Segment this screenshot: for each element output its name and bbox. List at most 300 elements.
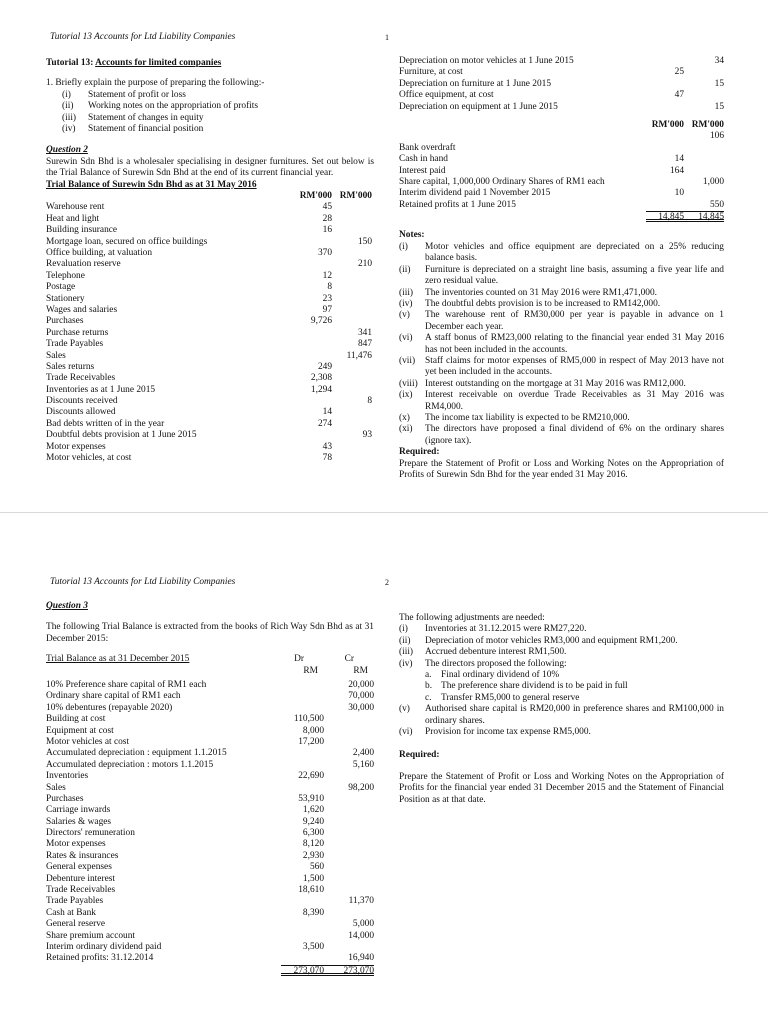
tutorial-title-text: Accounts for limited companies	[95, 58, 222, 68]
table-row	[399, 188, 724, 199]
row-label: Trade Payables	[46, 339, 104, 350]
notes-list	[399, 242, 724, 447]
right-column	[399, 613, 724, 806]
debit-cell	[646, 131, 684, 142]
table-header: Trial Balance as at 31 December 2015 Dr Cr	[46, 654, 354, 665]
credit-cell: 20,000	[348, 680, 374, 690]
debit-cell: 47	[674, 90, 684, 101]
table-row	[46, 839, 374, 850]
credit-cell: 30,000	[348, 702, 374, 713]
row-label: Share premium account	[46, 930, 136, 941]
row-label: Inventories	[46, 771, 89, 782]
credit-cell	[324, 885, 374, 896]
row-label: Interim dividend paid 1 November 2015	[399, 188, 551, 199]
credit-cell	[684, 166, 724, 177]
row-label: Motor expenses	[46, 441, 106, 452]
sub-item: c. Transfer RM5,000 to general reserve	[425, 692, 580, 703]
debit-cell	[281, 953, 324, 964]
debit-cell	[281, 748, 324, 759]
left-column	[46, 58, 374, 464]
table-row	[46, 953, 374, 964]
credit-cell	[324, 874, 374, 885]
table-row	[46, 794, 374, 805]
credit-cell	[332, 407, 374, 418]
credit-cell: 93	[362, 430, 372, 441]
debit-cell	[646, 56, 684, 67]
debit-cell	[646, 177, 684, 188]
row-label: Revaluation reserve	[46, 259, 121, 270]
debit-cell: 78	[322, 453, 332, 464]
row-label: Accumulated depreciation : motors 1.1.2015	[46, 759, 214, 770]
table-header: RM'000 RM'000	[299, 191, 372, 202]
credit-cell	[684, 143, 724, 154]
debit-cell: 97	[322, 304, 332, 315]
note-item: (viii) Interest outstanding on the mortgage at 31 May 2016 was RM12,000.	[399, 378, 686, 389]
debit-cell: 274	[317, 418, 332, 429]
debit-cell: 249	[317, 361, 332, 372]
row-label: Ordinary share capital of RM1 each	[46, 691, 181, 702]
credit-cell	[324, 908, 374, 919]
table-row	[46, 294, 374, 305]
debit-cell: 370	[317, 248, 332, 259]
sub-items-list	[399, 670, 724, 704]
credit-cell	[332, 248, 374, 259]
required-text: Prepare the Statement of Profit or Loss and Working Notes on the Appropriation of Profits for the financial year ended 31 December 2015 and the Statement of Financial Position as at that date.	[399, 771, 724, 805]
note-item: (x) The income tax liability is expected to be RM210,000.	[399, 412, 630, 423]
credit-cell	[684, 67, 724, 78]
row-label	[399, 131, 646, 142]
adjustments-list-2	[399, 704, 724, 738]
credit-cell: 847	[357, 339, 372, 350]
row-label: Cash in hand	[399, 154, 448, 165]
sub-item: b. The preference share dividend is to be paid in full	[425, 681, 628, 692]
debit-cell	[287, 396, 332, 407]
row-label: Office building, at valuation	[46, 248, 153, 259]
row-label: 10% Preference share capital of RM1 each	[46, 680, 207, 690]
note-item: (vi) A staff bonus of RM23,000 relating to the financial year ended 31 May 2016 has not been included in the accounts.	[399, 333, 724, 355]
table-row	[46, 351, 374, 362]
debit-cell: 14	[674, 154, 684, 165]
table-row	[46, 714, 374, 725]
debit-cell	[646, 200, 684, 211]
adjustment-item: (iii) Accrued debenture interest RM1,500.	[399, 647, 567, 658]
note-item: (i) Motor vehicles and office equipment are depreciated on a 25% reducing balance basis.	[399, 241, 724, 264]
credit-cell: 16,940	[348, 953, 374, 964]
table-row	[46, 726, 374, 737]
debit-cell	[281, 931, 324, 942]
debit-cell: 16	[322, 225, 332, 236]
q2-intro: Surewin Sdn Bhd is a wholesaler specialising in designer furnitures. Set out below is the Trial Balance of Surewin Sdn Bhd at the end of its current financial year.	[46, 156, 374, 179]
table-row	[46, 328, 374, 339]
row-label: Salaries & wages	[46, 816, 112, 827]
table-row	[46, 817, 374, 828]
credit-cell	[324, 794, 374, 805]
credit-cell	[684, 188, 724, 199]
page-1	[0, 0, 768, 512]
required-heading: Required:	[399, 750, 440, 761]
credit-cell	[332, 305, 374, 316]
debit-cell	[287, 237, 332, 248]
credit-cell	[324, 862, 374, 873]
row-label: Discounts allowed	[46, 407, 116, 418]
debit-cell	[646, 102, 684, 113]
debit-cell	[281, 783, 324, 794]
table-row	[46, 305, 374, 316]
row-label: Wages and salaries	[46, 304, 118, 315]
table-row	[46, 419, 374, 430]
note-item: (ii) Furniture is depreciated on a straight line basis, assuming a five year life and zero residual value.	[399, 264, 724, 287]
debit-cell: 2,308	[310, 373, 332, 384]
debit-cell: 12	[322, 270, 332, 281]
debit-cell: 8	[327, 282, 332, 293]
debit-cell	[281, 680, 324, 691]
credit-cell: 11,476	[346, 350, 372, 361]
page-header: Tutorial 13 Accounts for Ltd Liability Companies	[50, 577, 236, 587]
table-row	[46, 908, 374, 919]
table-row	[46, 407, 374, 418]
credit-cell: 8	[367, 396, 372, 407]
row-label: Building at cost	[46, 714, 106, 725]
debit-cell	[287, 351, 332, 362]
debit-cell: 9,240	[302, 816, 324, 827]
credit-cell	[324, 737, 374, 748]
table-row	[46, 874, 374, 885]
table-row	[399, 200, 724, 211]
row-label: Directors' remuneration	[46, 828, 135, 839]
tb-title: Trial Balance of Surewin Sdn Bhd as at 31 May 2016	[46, 179, 257, 190]
debit-cell: 23	[322, 293, 332, 304]
row-label: Retained profits: 31.12.2014	[46, 953, 154, 964]
note-item: (iii) The inventories counted on 31 May 2016 were RM1,471,000.	[399, 287, 657, 298]
debit-cell	[287, 430, 332, 441]
row-label: Office equipment, at cost	[399, 90, 494, 101]
table-row	[46, 942, 374, 953]
table-row	[46, 396, 374, 407]
row-label: Depreciation on furniture at 1 June 2015	[399, 78, 552, 89]
right-column	[399, 56, 724, 481]
credit-cell	[332, 385, 374, 396]
table-row	[46, 259, 374, 270]
row-label: Warehouse rent	[46, 202, 105, 213]
credit-cell	[332, 294, 374, 305]
row-label: Purchases	[46, 316, 84, 327]
tutorial-title	[46, 58, 374, 69]
trial-balance-table	[46, 654, 374, 965]
trial-balance-table	[46, 191, 374, 464]
table-row	[46, 214, 374, 225]
table-row	[46, 851, 374, 862]
table-row	[46, 828, 374, 839]
q2-heading: Question 2	[46, 145, 88, 156]
credit-cell	[332, 282, 374, 293]
credit-cell	[324, 839, 374, 850]
table-row	[46, 919, 374, 930]
table-row	[46, 339, 374, 350]
debit-cell: 8,390	[302, 907, 324, 918]
adjustments-intro: The following adjustments are needed:	[399, 613, 545, 623]
row-label: Trade Receivables	[46, 885, 116, 896]
page-header: Tutorial 13 Accounts for Ltd Liability Companies	[50, 32, 236, 42]
table-row	[46, 805, 374, 816]
row-label: Depreciation on motor vehicles at 1 June 2015	[399, 56, 574, 66]
credit-cell	[332, 362, 374, 373]
note-item: (ix) Interest receivable on overdue Trade Receivables as 31 May 2016 was RM4,000.	[399, 390, 724, 412]
row-label: Rates & insurances	[46, 850, 119, 861]
credit-cell	[324, 942, 374, 953]
debit-cell	[281, 760, 324, 771]
table-row	[399, 177, 724, 188]
page-number: 2	[385, 578, 389, 587]
required-heading: Required:	[399, 447, 440, 458]
credit-cell: 70,000	[348, 691, 374, 702]
debit-cell: 3,500	[302, 941, 324, 952]
adjustment-item: (i) Inventories at 31.12.2015 were RM27,220.	[399, 624, 587, 635]
debit-cell: 17,200	[298, 736, 324, 747]
debit-cell: 9,726	[310, 316, 332, 327]
table-row	[399, 154, 724, 165]
trial-balance-continued-2	[399, 131, 724, 211]
credit-cell	[332, 214, 374, 225]
debit-cell: 560	[309, 862, 324, 873]
row-label: Mortgage loan, secured on office buildings	[46, 236, 208, 247]
row-label: Stationery	[46, 293, 85, 304]
row-label: Cash at Bank	[46, 907, 96, 918]
row-label: Purchase returns	[46, 327, 109, 338]
table-row	[399, 166, 724, 177]
list-item: (iv) Statement of financial position	[62, 124, 204, 135]
debit-cell: 53,910	[298, 793, 324, 804]
table-row	[46, 896, 374, 907]
credit-cell: 210	[357, 259, 372, 270]
debit-cell: 1,500	[302, 873, 324, 884]
debit-cell	[646, 143, 684, 154]
credit-cell: 106	[709, 131, 724, 142]
debit-cell: 45	[322, 202, 332, 213]
debit-cell	[281, 703, 324, 714]
table-row	[46, 885, 374, 896]
table-row	[46, 316, 374, 327]
debit-cell: 18,610	[298, 885, 324, 896]
tutorial-prefix: Tutorial 13:	[46, 58, 96, 68]
debit-cell: 43	[322, 441, 332, 452]
table-row	[46, 691, 374, 702]
table-row	[46, 430, 374, 441]
list-item: (i) Statement of profit or loss	[62, 89, 186, 100]
credit-cell	[324, 851, 374, 862]
row-label: Doubtful debts provision at 1 June 2015	[46, 430, 197, 441]
page-2	[0, 512, 768, 1025]
table-row	[46, 680, 374, 691]
table-row	[46, 202, 374, 213]
table-row	[399, 102, 724, 113]
debit-cell: 8,000	[302, 725, 324, 736]
table-row	[46, 442, 374, 453]
credit-cell	[684, 90, 724, 101]
row-label: Carriage inwards	[46, 805, 111, 816]
credit-cell	[332, 419, 374, 430]
left-column	[46, 601, 374, 976]
table-header: RM'000 RM'000	[651, 119, 724, 130]
row-label: Furniture, at cost	[399, 67, 463, 78]
credit-cell	[332, 373, 374, 384]
row-label: Motor expenses	[46, 839, 106, 850]
row-label: Accumulated depreciation : equipment 1.1.2015	[46, 748, 227, 759]
row-label: Postage	[46, 282, 76, 293]
row-label: Motor vehicles at cost	[46, 736, 130, 747]
row-label: Depreciation on equipment at 1 June 2015	[399, 101, 558, 112]
credit-cell: 550	[709, 199, 724, 210]
table-row	[399, 56, 724, 67]
row-label: Equipment at cost	[46, 725, 114, 736]
debit-cell	[281, 919, 324, 930]
row-label: Motor vehicles, at cost	[46, 453, 132, 464]
row-label: Bad debts written of in the year	[46, 418, 165, 429]
row-label: Heat and light	[46, 213, 100, 224]
credit-cell: 98,200	[348, 782, 374, 793]
table-row	[399, 143, 724, 154]
row-label: Trade Payables	[46, 896, 104, 907]
row-label: Building insurance	[46, 225, 118, 236]
note-item: (xi) The directors have proposed a final dividend of 6% on the ordinary shares (ignore tax).	[399, 424, 724, 446]
row-label: Interest paid	[399, 165, 446, 176]
credit-cell	[332, 225, 374, 236]
note-item: (v) The warehouse rent of RM30,000 per year is payable in advance on 1 December each year.	[399, 310, 724, 332]
credit-cell: 15	[714, 78, 724, 89]
credit-cell	[332, 271, 374, 282]
table-row	[46, 771, 374, 782]
debit-cell: 25	[674, 67, 684, 78]
table-row	[46, 225, 374, 236]
table-row	[46, 748, 374, 759]
required-text: Prepare the Statement of Profit or Loss and Working Notes on the Appropriation of Profits of Surewin Sdn Bhd for the year ended 31 May 2016.	[399, 458, 724, 480]
debit-cell	[287, 328, 332, 339]
adjustment-item: (v) Authorised share capital is RM20,000 in preference shares and RM100,000 in ordinary shares.	[399, 704, 724, 726]
credit-cell	[332, 316, 374, 327]
table-row	[46, 453, 374, 464]
credit-cell	[332, 453, 374, 464]
table-row	[46, 862, 374, 873]
table-row	[46, 282, 374, 293]
debit-cell: 8,120	[302, 839, 324, 850]
row-label: Debenture interest	[46, 873, 115, 884]
credit-cell: 150	[357, 236, 372, 247]
table-total-row: 273,070 273,070	[46, 965, 374, 976]
row-label: Sales returns	[46, 361, 95, 372]
notes-heading: Notes:	[399, 230, 425, 241]
credit-cell	[324, 726, 374, 737]
row-label: Telephone	[46, 270, 85, 281]
debit-cell: 164	[669, 165, 684, 176]
q3-intro: The following Trial Balance is extracted from the books of Rich Way Sdn Bhd as at 31 December 2015:	[46, 622, 374, 644]
credit-cell	[324, 771, 374, 782]
credit-cell	[324, 805, 374, 816]
row-label: Sales	[46, 350, 66, 361]
row-label: 10% debentures (repayable 2020)	[46, 702, 173, 713]
debit-cell: 1,294	[310, 384, 332, 395]
table-row	[399, 79, 724, 90]
table-row	[399, 90, 724, 101]
table-row	[46, 248, 374, 259]
debit-cell: 1,620	[302, 805, 324, 816]
row-label: Purchases	[46, 793, 84, 804]
table-row	[46, 385, 374, 396]
credit-cell: 5,000	[352, 919, 374, 930]
credit-cell	[324, 828, 374, 839]
adjustments-list	[399, 624, 724, 670]
table-row	[46, 931, 374, 942]
row-label: Discounts received	[46, 396, 118, 407]
credit-cell: 5,160	[352, 759, 374, 770]
credit-cell	[332, 442, 374, 453]
credit-cell: 341	[357, 327, 372, 338]
credit-cell	[684, 154, 724, 165]
table-row	[46, 271, 374, 282]
debit-cell	[646, 79, 684, 90]
row-label: General expenses	[46, 862, 112, 873]
debit-cell	[281, 691, 324, 702]
row-label: Retained profits at 1 June 2015	[399, 199, 516, 210]
trial-balance-continued	[399, 56, 724, 113]
note-item: (vii) Staff claims for motor expenses of RM5,000 in respect of May 2013 have not yet been included in the accounts.	[399, 355, 724, 378]
adjustment-item: (iv) The directors proposed the following:	[399, 658, 567, 669]
table-row	[399, 131, 724, 142]
list-item: (iii) Statement of changes in equity	[62, 112, 204, 123]
debit-cell	[281, 896, 324, 907]
debit-cell	[287, 339, 332, 350]
list-item: (ii) Working notes on the appropriation of profits	[62, 101, 259, 112]
table-header: RM RM	[303, 665, 368, 676]
debit-cell: 28	[322, 213, 332, 224]
credit-cell	[324, 817, 374, 828]
table-row	[46, 362, 374, 373]
credit-cell: 15	[714, 101, 724, 112]
adjustment-item: (vi) Provision for income tax expense RM5,000.	[399, 727, 591, 738]
row-label: Interim ordinary dividend paid	[46, 941, 162, 952]
credit-cell	[324, 714, 374, 725]
table-row	[46, 760, 374, 771]
table-row	[46, 237, 374, 248]
credit-cell: 1,000	[702, 176, 724, 187]
credit-cell: 14,000	[348, 930, 374, 941]
row-label: Trade Receivables	[46, 373, 116, 384]
q1-list	[46, 90, 374, 136]
row-label: Bank overdraft	[399, 142, 456, 153]
q1-intro: 1. Briefly explain the purpose of preparing the following:-	[46, 78, 265, 89]
row-label: General reserve	[46, 919, 106, 930]
note-item: (iv) The doubtful debts provision is to be increased to RM142,000.	[399, 298, 661, 309]
debit-cell	[287, 259, 332, 270]
credit-cell: 11,370	[348, 896, 374, 907]
table-row	[46, 783, 374, 794]
sub-item: a. Final ordinary dividend of 10%	[425, 670, 560, 681]
q3-heading: Question 3	[46, 601, 88, 611]
row-label: Inventories as at 1 June 2015	[46, 384, 156, 395]
debit-cell: 10	[674, 188, 684, 199]
row-label: Share capital, 1,000,000 Ordinary Shares of RM1 each	[399, 176, 605, 187]
debit-cell: 2,930	[302, 850, 324, 861]
debit-cell: 14	[322, 407, 332, 418]
table-row	[46, 373, 374, 384]
row-label: Sales	[46, 782, 66, 793]
debit-cell: 110,500	[293, 714, 324, 725]
table-row	[46, 737, 374, 748]
page-number: 1	[385, 33, 389, 42]
debit-cell: 6,300	[302, 828, 324, 839]
debit-cell: 22,690	[298, 771, 324, 782]
table-row	[46, 703, 374, 714]
table-row	[399, 67, 724, 78]
credit-cell: 2,400	[352, 748, 374, 759]
